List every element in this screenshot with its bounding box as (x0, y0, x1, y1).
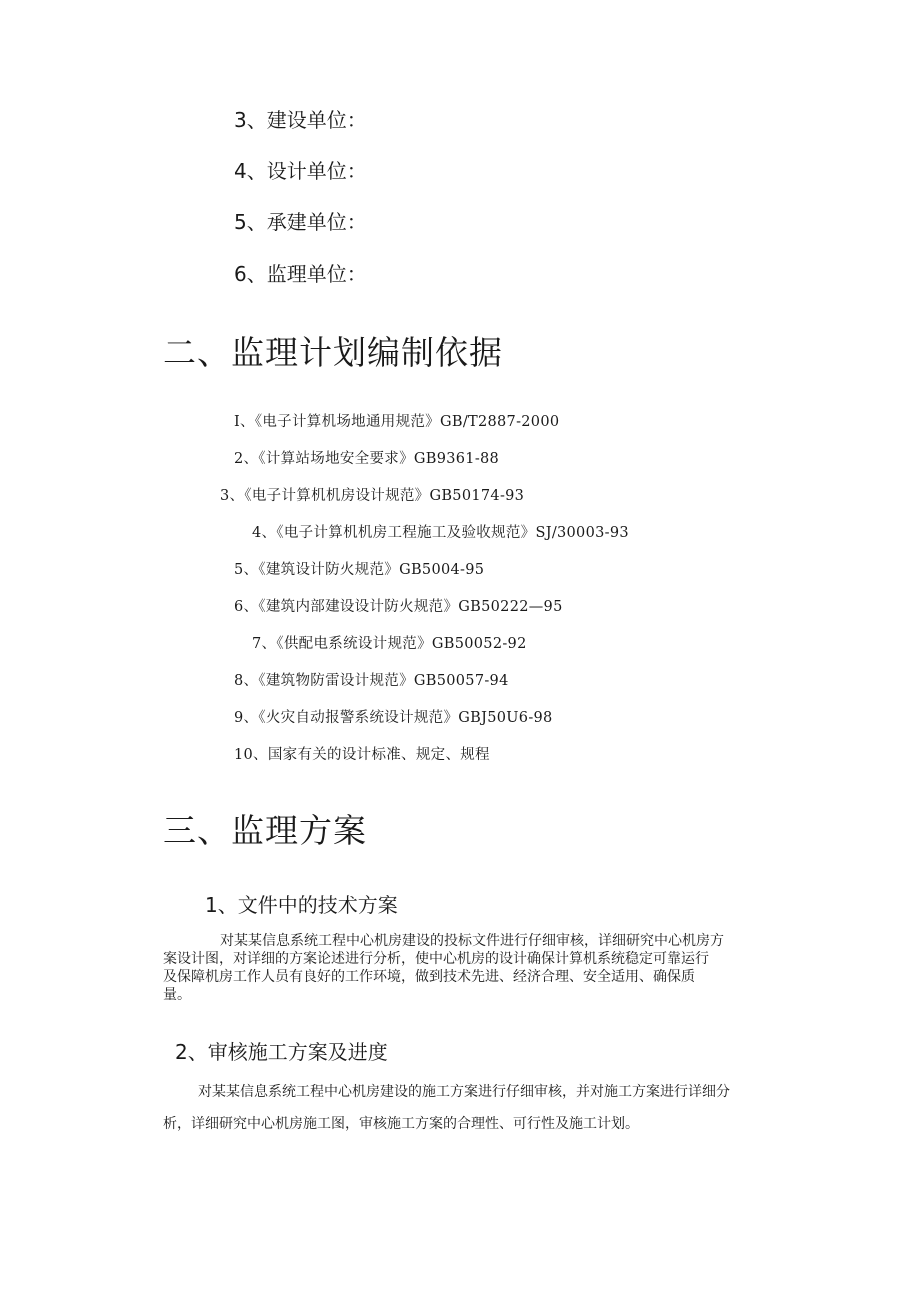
reference-item-4: 4、《电子计算机机房工程施工及验收规范》SJ/30003-93 (252, 525, 629, 541)
paragraph-line: 案设计图，对详细的方案论述进行分析，使中心机房的设计确保计算机系统稳定可靠运行 (163, 951, 709, 967)
unit-line-design: 4、设计单位： (234, 159, 367, 183)
reference-item-7: 7、《供配电系统设计规范》GB50052-92 (252, 636, 527, 652)
subsection-1-paragraph (163, 932, 773, 1004)
section-3-title: 三、监理方案 (163, 811, 367, 850)
subsection-1-title: 1、文件中的技术方案 (205, 893, 398, 917)
paragraph-line: 量。 (163, 987, 191, 1003)
paragraph-line: 对某某信息系统工程中心机房建设的投标文件进行仔细审核，详细研究中心机房方 (220, 933, 724, 949)
reference-item-2: 2、《计算站场地安全要求》GB9361-88 (234, 451, 500, 467)
section-2-title: 二、监理计划编制依据 (163, 333, 503, 372)
reference-item-3: 3、《电子计算机机房设计规范》GB50174-93 (220, 488, 525, 504)
paragraph-line: 析，详细研究中心机房施工图，审核施工方案的合理性、可行性及施工计划。 (163, 1116, 639, 1132)
subsection-2-title: 2、审核施工方案及进度 (175, 1040, 388, 1064)
unit-line-supervisor: 6、监理单位： (234, 262, 367, 286)
unit-line-construction: 3、建设单位： (234, 108, 367, 132)
reference-item-10: 10、国家有关的设计标准、规定、规程 (234, 747, 490, 763)
reference-item-8: 8、《建筑物防雷设计规范》GB50057-94 (234, 673, 509, 689)
reference-item-5: 5、《建筑设计防火规范》GB5004-95 (234, 562, 485, 578)
paragraph-line: 及保障机房工作人员有良好的工作环境，做到技术先进、经济合理、安全适用、确保质 (163, 969, 695, 985)
reference-item-1: I、《电子计算机场地通用规范》GB/T2887-2000 (234, 414, 560, 430)
reference-item-6: 6、《建筑内部建设设计防火规范》GB50222—95 (234, 599, 563, 615)
reference-item-9: 9、《火灾自动报警系统设计规范》GBJ50U6-98 (234, 710, 553, 726)
unit-line-contractor: 5、承建单位： (234, 210, 367, 234)
subsection-2-paragraph (163, 1076, 783, 1140)
paragraph-line: 对某某信息系统工程中心机房建设的施工方案进行仔细审核，并对施工方案进行详细分 (198, 1084, 730, 1100)
